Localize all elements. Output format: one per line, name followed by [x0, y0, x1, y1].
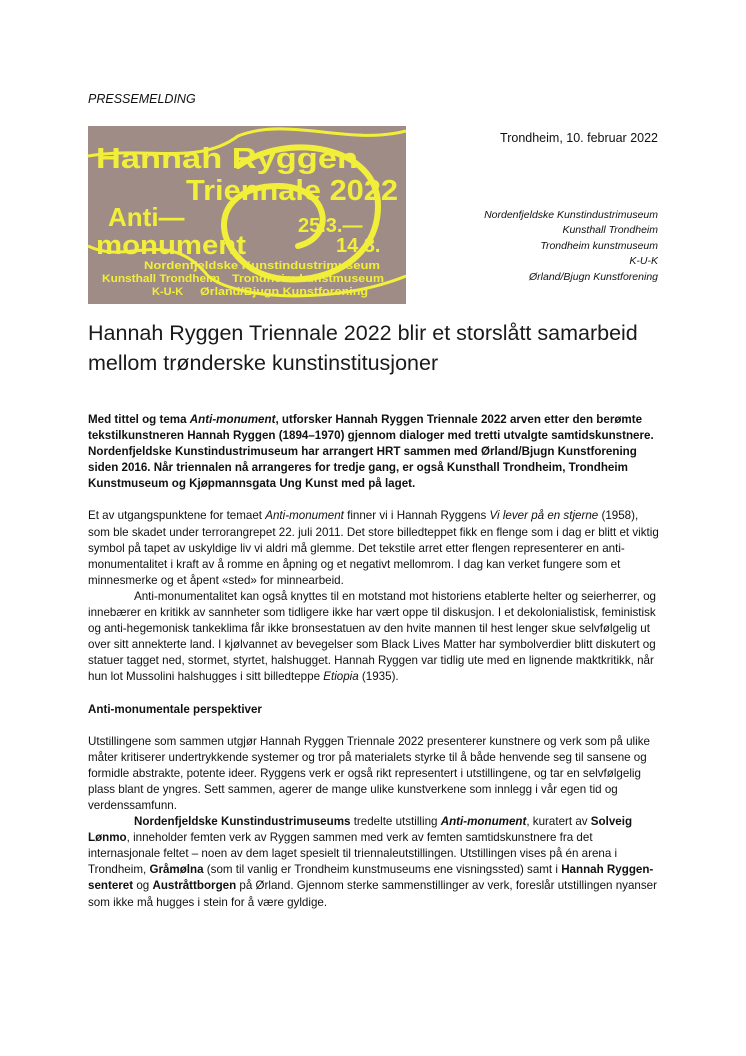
poster-title-2: Triennale 2022 [186, 175, 398, 207]
poster-title-4: monument [96, 230, 247, 260]
poster-partner-2: Kunsthall Trondheim [102, 273, 221, 285]
poster-title-1: Hannah Ryggen [96, 143, 358, 175]
body-paragraph-1: Et av utgangspunktene for temaet Anti-monument finner vi i Hannah Ryggens Vi lever på en stjerne (1958), som ble skadet under terrorangrepet 22. juli 2011. Det store billedteppet fikk en flenge som i dag er blitt et viktig symbol på tapet av uskyldige liv vi aldri må glemme. Det tekstile arret etter flengen representerer en anti-monumentalitet i kraft av å romme en åpning og et negativt mellomrom. I dag kan verket fungere som et minnesmerke og et åpent «sted» for minnearbeid. [88, 509, 659, 587]
poster-dates-start: 25.3.— [298, 215, 363, 237]
poster-partner-1: Nordenfjeldske Kunstindustrimuseum [144, 260, 381, 272]
body-paragraph-2: Anti-monumentalitet kan også knyttes til en motstand mot historiens etablerte helter og seierherrer, og innebærer en kritikk av sannheter som tidligere ikke har vært oppe til diskusjon. I et dekolonialistisk, feministisk og anti-hegemonisk tankeklima får ikke bronsestatuen av den hvite mannen til hest lenger skue selvfølgelig ut over sitt annekterte land. I kjølvannet av bevegelser som Black Lives Matter har symbolverdier blitt diskutert og statuer tagget ned, stormet, styrtet, halshugget. Hannah Ryggen var tidlig ute med en lignende maktkritikk, når hun lot Mussolini halshugges i sitt billedteppe Etiopia (1935). [88, 589, 656, 684]
institution-item: Ørland/Bjugn Kunstforening [529, 270, 658, 283]
lead-paragraph: Med tittel og tema Anti-monument, utforsker Hannah Ryggen Triennale 2022 arven etter den berømte tekstilkunstneren Hannah Ryggen (1894–1970) gjennom dialoger med tretti utvalgte samtidskunstnere. Nordenfjeldske Kunstindustrimuseum har arrangert HRT sammen med Ørland/Bjugn Kunstforening siden 2016. Når triennalen nå arrangeres for tredje gang, er også Kunsthall Trondheim, Trondheim Kunstmuseum og Kjøpmannsgata Ung Kunst med på laget. [88, 413, 654, 491]
poster-partner-3: Trondheim kunstmuseum [232, 273, 385, 285]
institution-item: Kunsthall Trondheim [562, 224, 658, 237]
poster-graphic [88, 126, 406, 304]
institution-item: Trondheim kunstmuseum [540, 239, 658, 252]
document-label: PRESSEMELDING [88, 92, 196, 106]
poster-dates-end: 14.8. [336, 235, 381, 257]
institution-item: K-U-K [629, 255, 658, 268]
institution-list [484, 208, 658, 285]
headline: Hannah Ryggen Triennale 2022 blir et storslått samarbeid mellom trønderske kunstinstitusjoner [88, 321, 638, 375]
poster-partner-5: Ørland/Bjugn Kunstforening [200, 286, 368, 298]
body-paragraph-3: Utstillingene som sammen utgjør Hannah Ryggen Triennale 2022 presenterer kunstnere og verk som på ulike måter kritiserer undertrykkende systemer og tror på materialets styrke til å både henvende seg til sansene og formidle abstrakte, potente ideer. Ryggens verk er også rikt representert i utstillingene, og tar en selvfølgelig plass blant de yngres. Sett sammen, agerer de mange ulike kunstverkene som innlegg i vår egen tid og verdenssamfunn. [88, 734, 650, 812]
poster-title-3: Anti— [108, 202, 185, 232]
subheading: Anti-monumentale perspektiver [88, 702, 262, 716]
triennale-poster [88, 126, 406, 304]
institution-item: Nordenfjeldske Kunstindustrimuseum [484, 209, 658, 221]
article-body [88, 412, 663, 927]
body-paragraph-4: Nordenfjeldske Kunstindustrimuseums tredelte utstilling Anti-monument, kuratert av Solveig Lønmo, inneholder femten verk av Ryggen sammen med verk av femten samtidskunstnere fra det internasjonale feltet – noen av dem laget spesielt til triennaleutstillingen. Utstillingen vises på én arena i Trondheim, Gråmølna (som til vanlig er Trondheim kunstmuseums ene visningssted) samt i Hannah Ryggen-senteret og Austråttborgen på Ørland. Gjennom sterke sammenstillinger av verk, foreslår utstillingen nyanser som ikke må hugges i stein for å være gyldige. [88, 815, 657, 909]
poster-partner-4: K-U-K [152, 286, 184, 298]
dateline: Trondheim, 10. februar 2022 [500, 131, 658, 145]
